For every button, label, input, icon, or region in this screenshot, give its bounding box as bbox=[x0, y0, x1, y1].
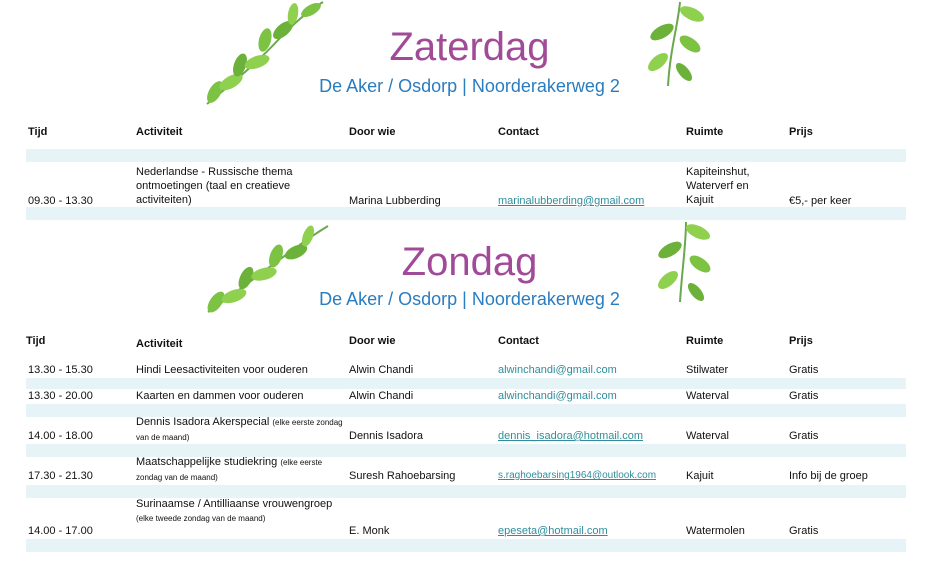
row-band bbox=[26, 207, 906, 220]
cell-room: Kapiteinshut, Waterverf en Kajuit bbox=[686, 166, 750, 206]
row-band bbox=[26, 539, 906, 552]
cell-room: Stilwater bbox=[686, 364, 729, 376]
row-band bbox=[26, 149, 906, 162]
cell-price: Info bij de groep bbox=[789, 470, 868, 482]
cell-by: Suresh Rahoebarsing bbox=[349, 470, 456, 482]
header-time: Tijd bbox=[28, 126, 48, 138]
cell-by: Alwin Chandi bbox=[349, 364, 414, 376]
cell-price: Gratis bbox=[789, 390, 819, 402]
header-price: Prijs bbox=[789, 126, 813, 138]
saturday-title: Zaterdag bbox=[389, 25, 550, 69]
cell-price: Gratis bbox=[789, 430, 819, 442]
cell-time: 17.30 - 21.30 bbox=[28, 470, 93, 482]
header-price: Prijs bbox=[789, 335, 813, 347]
cell-price: €5,- per keer bbox=[789, 195, 852, 207]
cell-time: 14.00 - 17.00 bbox=[28, 525, 93, 537]
cell-price: Gratis bbox=[789, 364, 819, 376]
cell-time: 13.30 - 20.00 bbox=[28, 390, 93, 402]
cell-price: Gratis bbox=[789, 525, 819, 537]
cell-room: Waterval bbox=[686, 430, 729, 442]
cell-time: 13.30 - 15.30 bbox=[28, 364, 93, 376]
cell-activity: Dennis Isadora Akerspecial (elke eerste zondag van de maand) bbox=[136, 416, 343, 442]
header-activity: Activiteit bbox=[136, 126, 183, 138]
cell-room: Watermolen bbox=[686, 525, 745, 537]
contact-email-link[interactable]: epeseta@hotmail.com bbox=[498, 525, 608, 537]
cell-activity: Hindi Leesactiviteiten voor ouderen bbox=[136, 364, 308, 376]
cell-room: Waterval bbox=[686, 390, 729, 402]
contact-email-link[interactable]: alwinchandi@gmail.com bbox=[498, 390, 617, 402]
cell-activity: Kaarten en dammen voor ouderen bbox=[136, 390, 304, 402]
contact-email-link[interactable]: alwinchandi@gmail.com bbox=[498, 364, 617, 376]
cell-time: 09.30 - 13.30 bbox=[28, 195, 93, 207]
header-time: Tijd bbox=[26, 335, 46, 347]
contact-email-link[interactable]: marinalubberding@gmail.com bbox=[498, 195, 645, 207]
cell-activity: Nederlandse - Russische thema ontmoetingen (taal en creatieve activiteiten) bbox=[136, 166, 293, 206]
header-contact: Contact bbox=[498, 335, 539, 347]
cell-activity: Surinaamse / Antilliaanse vrouwengroep (elke tweede zondag van de maand) bbox=[136, 498, 333, 523]
header-room: Ruimte bbox=[686, 335, 724, 347]
sunday-title: Zondag bbox=[401, 240, 538, 284]
cell-activity: Maatschappelijke studiekring (elke eerste zondag van de maand) bbox=[136, 456, 323, 482]
cell-by: E. Monk bbox=[349, 525, 390, 537]
contact-email-link[interactable]: dennis_isadora@hotmail.com bbox=[498, 430, 644, 442]
cell-time: 14.00 - 18.00 bbox=[28, 430, 93, 442]
cell-by: Marina Lubberding bbox=[349, 195, 441, 207]
cell-by: Dennis Isadora bbox=[349, 430, 423, 442]
cell-by: Alwin Chandi bbox=[349, 390, 414, 402]
header-contact: Contact bbox=[498, 126, 539, 138]
sunday-location: De Aker / Osdorp | Noorderakerweg 2 bbox=[319, 289, 620, 309]
header-by: Door wie bbox=[349, 335, 396, 347]
saturday-location: De Aker / Osdorp | Noorderakerweg 2 bbox=[319, 76, 620, 96]
header-by: Door wie bbox=[349, 126, 396, 138]
contact-email-link[interactable]: s.raghoebarsing1964@outlook.com bbox=[498, 470, 657, 481]
header-activity: Activiteit bbox=[136, 338, 183, 350]
row-band bbox=[26, 378, 906, 389]
cell-room: Kajuit bbox=[686, 470, 714, 482]
header-room: Ruimte bbox=[686, 126, 724, 138]
